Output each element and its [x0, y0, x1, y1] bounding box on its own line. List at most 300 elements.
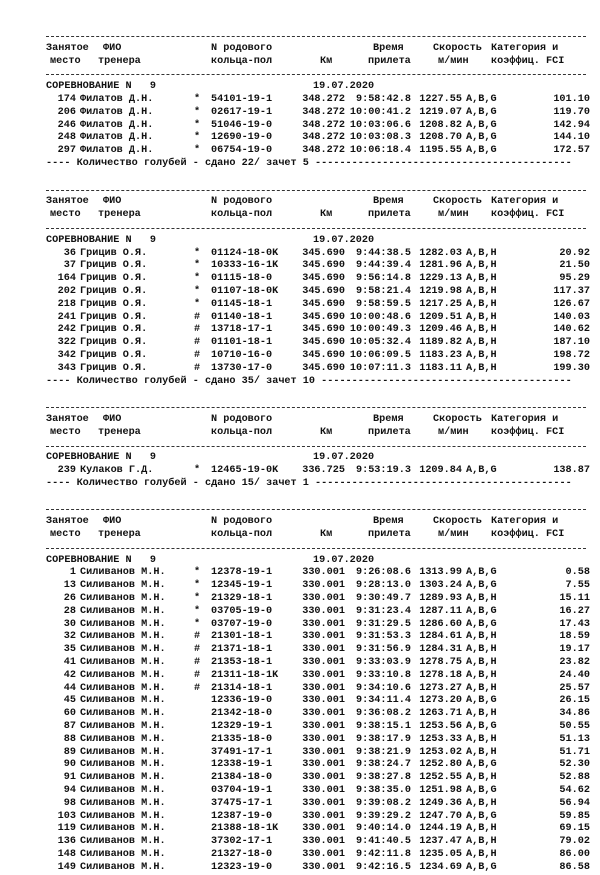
cell-coef: 15.11 — [559, 593, 590, 605]
cell-place: 41 — [63, 657, 76, 669]
cell-km: 330.001 — [302, 682, 345, 694]
cell-mark: # — [193, 362, 201, 374]
cell-place: 26 — [63, 593, 76, 605]
cell-cat: A,B,G — [466, 132, 497, 144]
header-col-cat-2: коэффиц. FCI — [491, 55, 565, 67]
cell-km: 330.001 — [302, 708, 345, 720]
header-col-speed-1: Скорость — [433, 413, 482, 425]
table-row — [46, 644, 594, 657]
cell-place: 45 — [63, 695, 76, 707]
cell-km: 330.001 — [302, 823, 345, 835]
cell-place: 103 — [57, 810, 76, 822]
cell-speed: 1253.02 — [419, 746, 462, 758]
table-row — [46, 363, 594, 376]
cell-coef: 119.70 — [553, 106, 590, 118]
cell-name: Грицив О.Я. — [80, 273, 148, 285]
cell-speed: 1208.70 — [419, 132, 462, 144]
cell-name: Грицив О.Я. — [80, 311, 148, 323]
cell-ring: 10710-16-0 — [211, 349, 273, 361]
cell-place: 149 — [57, 861, 76, 873]
cell-time: 9:56:14.8 — [355, 273, 411, 285]
table-row — [46, 631, 594, 644]
cell-ring: 21353-18-1 — [211, 657, 273, 669]
table-row — [46, 811, 594, 824]
cell-coef: 172.57 — [553, 145, 590, 157]
header-col-fio-2: тренера — [98, 55, 141, 67]
cell-mark: # — [193, 349, 201, 361]
header-col-fio-2: тренера — [98, 529, 141, 541]
cell-km: 330.001 — [302, 644, 345, 656]
table-row — [46, 299, 594, 312]
header-col-speed-1: Скорость — [433, 42, 482, 54]
cell-km: 345.690 — [302, 247, 345, 259]
cell-time: 9:39:29.2 — [355, 810, 411, 822]
table-row — [46, 260, 594, 273]
cell-coef: 140.62 — [553, 324, 590, 336]
competition-title: СОРЕВНОВАНИЕ N 9 — [46, 81, 157, 93]
cell-name: Грицив О.Я. — [80, 337, 148, 349]
cell-km: 330.001 — [302, 593, 345, 605]
header-col-place-1: Занятое — [46, 42, 89, 54]
cell-name: Филатов Д.Н. — [80, 145, 154, 157]
cell-ring: 01145-18-1 — [211, 298, 273, 310]
header-col-ring-1: N родового — [211, 413, 273, 425]
cell-coef: 138.87 — [553, 465, 590, 477]
cell-speed: 1252.80 — [419, 759, 462, 771]
competition-line — [46, 452, 594, 465]
cell-ring: 12323-19-0 — [211, 861, 273, 873]
cell-cat: A,B,H — [466, 836, 497, 848]
cell-mark: * — [193, 580, 201, 592]
cell-time: 9:58:59.5 — [355, 298, 411, 310]
table-row — [46, 273, 594, 286]
header-col-ring-2: кольца-пол — [211, 55, 273, 67]
cell-name: Грицив О.Я. — [80, 362, 148, 374]
cell-place: 90 — [63, 759, 76, 771]
cell-place: 343 — [57, 362, 76, 374]
cell-name: Грицив О.Я. — [80, 349, 148, 361]
cell-name: Силиванов М.Н. — [80, 733, 166, 745]
cell-cat: A,B,H — [466, 849, 497, 860]
cell-name: Грицив О.Я. — [80, 247, 148, 259]
cell-mark: * — [193, 605, 201, 617]
header-col-cat-2: коэффиц. FCI — [491, 209, 565, 221]
cell-mark: * — [193, 106, 201, 118]
table-row — [46, 734, 594, 747]
cell-time: 9:31:56.9 — [355, 644, 411, 656]
cell-time: 9:34:10.6 — [355, 682, 411, 694]
header-col-ring-2: кольца-пол — [211, 426, 273, 438]
cell-speed: 1235.05 — [419, 849, 462, 860]
cell-cat: A,B,G — [466, 145, 497, 157]
cell-name: Силиванов М.Н. — [80, 823, 166, 835]
cell-km: 330.001 — [302, 836, 345, 848]
cell-speed: 1183.23 — [419, 349, 462, 361]
cell-ring: 21301-18-1 — [211, 631, 273, 643]
cell-km: 330.001 — [302, 797, 345, 809]
cell-ring: 12345-19-1 — [211, 580, 273, 592]
cell-place: 87 — [63, 721, 76, 733]
cell-speed: 1249.36 — [419, 797, 462, 809]
cell-time: 9:38:24.7 — [355, 759, 411, 771]
cell-cat: A,B,H — [466, 247, 497, 259]
cell-coef: 101.10 — [553, 93, 590, 105]
results-report — [46, 30, 594, 875]
cell-coef: 16.27 — [559, 605, 590, 617]
cell-km: 345.690 — [302, 362, 345, 374]
cell-time: 9:31:53.3 — [355, 631, 411, 643]
cell-cat: A,B,H — [466, 733, 497, 745]
cell-name: Филатов Д.Н. — [80, 119, 154, 131]
table-row — [46, 107, 594, 120]
cell-place: 36 — [63, 247, 76, 259]
cell-cat: A,B,G — [466, 861, 497, 873]
cell-ring: 03704-19-1 — [211, 785, 273, 797]
cell-time: 9:38:17.9 — [355, 733, 411, 745]
cell-coef: 25.57 — [559, 682, 590, 694]
cell-time: 10:00:48.6 — [349, 311, 411, 323]
cell-ring: 12336-19-0 — [211, 695, 273, 707]
cell-mark: * — [193, 618, 201, 630]
cell-time: 10:06:18.4 — [349, 145, 411, 157]
cell-cat: A,B,H — [466, 285, 497, 297]
cell-ring: 21342-18-0 — [211, 708, 273, 720]
cell-km: 330.001 — [302, 721, 345, 733]
cell-name: Филатов Д.Н. — [80, 106, 154, 118]
cell-name: Филатов Д.Н. — [80, 132, 154, 144]
summary-text: ---- Количество голубей - сдано 22/ зачет 5 ------------------------------------------ — [46, 157, 572, 169]
cell-speed: 1284.31 — [419, 644, 462, 656]
cell-speed: 1303.24 — [419, 580, 462, 592]
cell-km: 345.690 — [302, 324, 345, 336]
cell-speed: 1281.96 — [419, 260, 462, 272]
cell-cat: A,B,H — [466, 823, 497, 835]
table-row — [46, 849, 594, 862]
cell-cat: A,B,G — [466, 721, 497, 733]
cell-ring: 03707-19-0 — [211, 618, 273, 630]
table-row — [46, 721, 594, 734]
cell-ring: 21327-18-0 — [211, 849, 273, 860]
spacer — [46, 171, 594, 184]
cell-cat: A,B,H — [466, 708, 497, 720]
cell-speed: 1263.71 — [419, 708, 462, 720]
column-header-row-2 — [46, 56, 594, 69]
cell-place: 136 — [57, 836, 76, 848]
header-col-time-2: прилета — [368, 55, 411, 67]
cell-cat: A,B,H — [466, 311, 497, 323]
cell-km: 330.001 — [302, 746, 345, 758]
cell-time: 9:38:15.1 — [355, 721, 411, 733]
table-row — [46, 772, 594, 785]
header-col-fio-1: ФИО — [103, 413, 122, 425]
header-col-cat-1: Категория и — [491, 516, 559, 528]
cell-ring: 21384-18-0 — [211, 772, 273, 784]
table-row — [46, 465, 594, 478]
summary-text: ---- Количество голубей - сдано 35/ зачет 10 ----------------------------------------- — [46, 375, 572, 387]
cell-place: 13 — [63, 580, 76, 592]
cell-cat: A,B,H — [466, 593, 497, 605]
cell-coef: 69.15 — [559, 823, 590, 835]
cell-ring: 01140-18-1 — [211, 311, 273, 323]
cell-speed: 1195.55 — [419, 145, 462, 157]
cell-km: 345.690 — [302, 285, 345, 297]
cell-place: 88 — [63, 733, 76, 745]
cell-km: 348.272 — [302, 145, 345, 157]
cell-ring: 12690-19-0 — [211, 132, 273, 144]
cell-name: Грицив О.Я. — [80, 285, 148, 297]
table-row — [46, 580, 594, 593]
cell-time: 10:07:11.3 — [349, 362, 411, 374]
header-col-place-2: место — [50, 529, 81, 541]
cell-name: Силиванов М.Н. — [80, 810, 166, 822]
cell-coef: 54.62 — [559, 785, 590, 797]
cell-coef: 140.03 — [553, 311, 590, 323]
spacer — [46, 388, 594, 401]
table-row — [46, 145, 594, 158]
table-row — [46, 862, 594, 875]
separator-line — [46, 503, 594, 516]
cell-ring: 01107-18-0K — [211, 285, 279, 297]
cell-coef: 79.02 — [559, 836, 590, 848]
cell-cat: A,B,G — [466, 119, 497, 131]
cell-time: 9:38:35.0 — [355, 785, 411, 797]
cell-place: 246 — [57, 119, 76, 131]
cell-mark: * — [193, 93, 201, 105]
cell-time: 9:34:11.4 — [355, 695, 411, 707]
header-col-fio-1: ФИО — [103, 42, 122, 54]
cell-place: 242 — [57, 324, 76, 336]
cell-ring: 37302-17-1 — [211, 836, 273, 848]
cell-cat: A,B,H — [466, 669, 497, 681]
cell-cat: A,B,G — [466, 106, 497, 118]
cell-cat: A,B,G — [466, 567, 497, 579]
cell-mark: * — [193, 593, 201, 605]
cell-coef: 7.55 — [565, 580, 590, 592]
cell-name: Силиванов М.Н. — [80, 605, 166, 617]
cell-km: 330.001 — [302, 618, 345, 630]
cell-place: 206 — [57, 106, 76, 118]
cell-name: Силиванов М.Н. — [80, 759, 166, 771]
cell-mark: * — [193, 567, 201, 579]
table-row — [46, 350, 594, 363]
cell-mark: # — [193, 657, 201, 669]
cell-speed: 1282.03 — [419, 247, 462, 259]
cell-place: 248 — [57, 132, 76, 144]
column-header-row-1 — [46, 43, 594, 56]
cell-mark: # — [193, 631, 201, 643]
header-col-fio-2: тренера — [98, 209, 141, 221]
header-col-place-2: место — [50, 426, 81, 438]
cell-coef: 144.10 — [553, 132, 590, 144]
cell-cat: A,B,G — [466, 759, 497, 771]
cell-name: Силиванов М.Н. — [80, 849, 166, 860]
table-row — [46, 312, 594, 325]
cell-time: 9:44:39.4 — [355, 260, 411, 272]
cell-place: 94 — [63, 785, 76, 797]
cell-speed: 1286.60 — [419, 618, 462, 630]
summary-line — [46, 376, 594, 389]
cell-ring: 54101-19-1 — [211, 93, 273, 105]
cell-ring: 21371-18-1 — [211, 644, 273, 656]
competition-title: СОРЕВНОВАНИЕ N 9 — [46, 452, 157, 464]
table-row — [46, 324, 594, 337]
table-row — [46, 695, 594, 708]
cell-coef: 86.58 — [559, 861, 590, 873]
cell-place: 37 — [63, 260, 76, 272]
cell-place: 42 — [63, 669, 76, 681]
cell-place: 342 — [57, 349, 76, 361]
cell-mark: # — [193, 337, 201, 349]
table-row — [46, 823, 594, 836]
cell-km: 348.272 — [302, 119, 345, 131]
cell-coef: 51.13 — [559, 733, 590, 745]
table-row — [46, 785, 594, 798]
cell-time: 9:58:21.4 — [355, 285, 411, 297]
competition-line — [46, 555, 594, 568]
table-row — [46, 286, 594, 299]
cell-cat: A,B,H — [466, 797, 497, 809]
table-row — [46, 759, 594, 772]
cell-speed: 1189.82 — [419, 337, 462, 349]
cell-coef: 117.37 — [553, 285, 590, 297]
cell-place: 218 — [57, 298, 76, 310]
cell-mark: * — [193, 298, 201, 310]
cell-coef: 34.86 — [559, 708, 590, 720]
cell-km: 330.001 — [302, 669, 345, 681]
cell-speed: 1287.11 — [419, 605, 462, 617]
cell-name: Силиванов М.Н. — [80, 836, 166, 848]
header-col-km: Км — [320, 529, 333, 541]
cell-coef: 24.40 — [559, 669, 590, 681]
header-col-ring-1: N родового — [211, 42, 273, 54]
cell-speed: 1209.84 — [419, 465, 462, 477]
cell-coef: 51.71 — [559, 746, 590, 758]
header-col-km: Км — [320, 209, 333, 221]
competition-date: 19.07.2020 — [313, 234, 375, 246]
header-col-fio-1: ФИО — [103, 516, 122, 528]
cell-coef: 52.88 — [559, 772, 590, 784]
header-col-cat-1: Категория и — [491, 42, 559, 54]
cell-ring: 12465-19-0K — [211, 465, 279, 477]
header-col-ring-1: N родового — [211, 196, 273, 208]
cell-km: 330.001 — [302, 772, 345, 784]
table-row — [46, 132, 594, 145]
cell-place: 89 — [63, 746, 76, 758]
header-col-place-2: место — [50, 55, 81, 67]
header-col-ring-2: кольца-пол — [211, 529, 273, 541]
cell-ring: 51046-19-0 — [211, 119, 273, 131]
separator-line — [46, 68, 594, 81]
cell-speed: 1209.46 — [419, 324, 462, 336]
cell-speed: 1219.07 — [419, 106, 462, 118]
cell-place: 32 — [63, 631, 76, 643]
cell-time: 10:00:41.2 — [349, 106, 411, 118]
cell-time: 9:36:08.2 — [355, 708, 411, 720]
cell-cat: A,B,H — [466, 772, 497, 784]
cell-speed: 1183.11 — [419, 362, 462, 374]
cell-cat: A,B,G — [466, 785, 497, 797]
header-col-fio-2: тренера — [98, 426, 141, 438]
header-col-fio-1: ФИО — [103, 196, 122, 208]
cell-place: 202 — [57, 285, 76, 297]
header-col-speed-2: м/мин — [438, 426, 469, 438]
column-header-row-2 — [46, 209, 594, 222]
cell-speed: 1273.20 — [419, 695, 462, 707]
header-col-km: Км — [320, 55, 333, 67]
cell-cat: A,B,G — [466, 93, 497, 105]
cell-time: 10:03:06.6 — [349, 119, 411, 131]
cell-place: 91 — [63, 772, 76, 784]
cell-name: Силиванов М.Н. — [80, 669, 166, 681]
cell-time: 10:05:32.4 — [349, 337, 411, 349]
column-header-row-2 — [46, 529, 594, 542]
cell-place: 164 — [57, 273, 76, 285]
cell-km: 330.001 — [302, 580, 345, 592]
cell-time: 9:44:38.5 — [355, 247, 411, 259]
competition-title: СОРЕВНОВАНИЕ N 9 — [46, 554, 157, 566]
header-col-cat-2: коэффиц. FCI — [491, 426, 565, 438]
cell-cat: A,B,H — [466, 631, 497, 643]
cell-place: 119 — [57, 823, 76, 835]
header-col-speed-1: Скорость — [433, 196, 482, 208]
cell-time: 9:31:29.5 — [355, 618, 411, 630]
cell-cat: A,B,H — [466, 657, 497, 669]
cell-place: 35 — [63, 644, 76, 656]
cell-km: 330.001 — [302, 849, 345, 860]
competition-date: 19.07.2020 — [313, 81, 375, 93]
cell-km: 330.001 — [302, 733, 345, 745]
header-col-speed-2: м/мин — [438, 529, 469, 541]
summary-text: ---- Количество голубей - сдано 15/ зачет 1 ------------------------------------------ — [46, 477, 572, 489]
cell-name: Силиванов М.Н. — [80, 797, 166, 809]
cell-time: 9:39:08.2 — [355, 797, 411, 809]
cell-mark: * — [193, 285, 201, 297]
cell-ring: 13718-17-1 — [211, 324, 273, 336]
table-row — [46, 683, 594, 696]
cell-ring: 21311-18-1K — [211, 669, 279, 681]
cell-cat: A,B,H — [466, 349, 497, 361]
header-col-time-2: прилета — [368, 529, 411, 541]
cell-place: 297 — [57, 145, 76, 157]
cell-coef: 18.59 — [559, 631, 590, 643]
table-row — [46, 120, 594, 133]
spacer — [46, 491, 594, 504]
cell-place: 28 — [63, 605, 76, 617]
table-row — [46, 747, 594, 760]
cell-cat: A,B,H — [466, 362, 497, 374]
cell-km: 330.001 — [302, 631, 345, 643]
cell-mark: # — [193, 669, 201, 681]
cell-speed: 1237.47 — [419, 836, 462, 848]
cell-km: 330.001 — [302, 759, 345, 771]
cell-speed: 1278.75 — [419, 657, 462, 669]
cell-ring: 02617-19-1 — [211, 106, 273, 118]
header-col-time-1: Время — [373, 413, 404, 425]
cell-km: 330.001 — [302, 785, 345, 797]
cell-mark: * — [193, 247, 201, 259]
cell-cat: A,B,H — [466, 260, 497, 272]
cell-cat: A,B,H — [466, 273, 497, 285]
cell-name: Силиванов М.Н. — [80, 657, 166, 669]
cell-speed: 1289.93 — [419, 593, 462, 605]
cell-time: 10:00:49.3 — [349, 324, 411, 336]
cell-ring: 06754-19-0 — [211, 145, 273, 157]
cell-km: 330.001 — [302, 657, 345, 669]
cell-coef: 187.10 — [553, 337, 590, 349]
cell-mark: # — [193, 311, 201, 323]
cell-km: 345.690 — [302, 337, 345, 349]
competition-line — [46, 81, 594, 94]
